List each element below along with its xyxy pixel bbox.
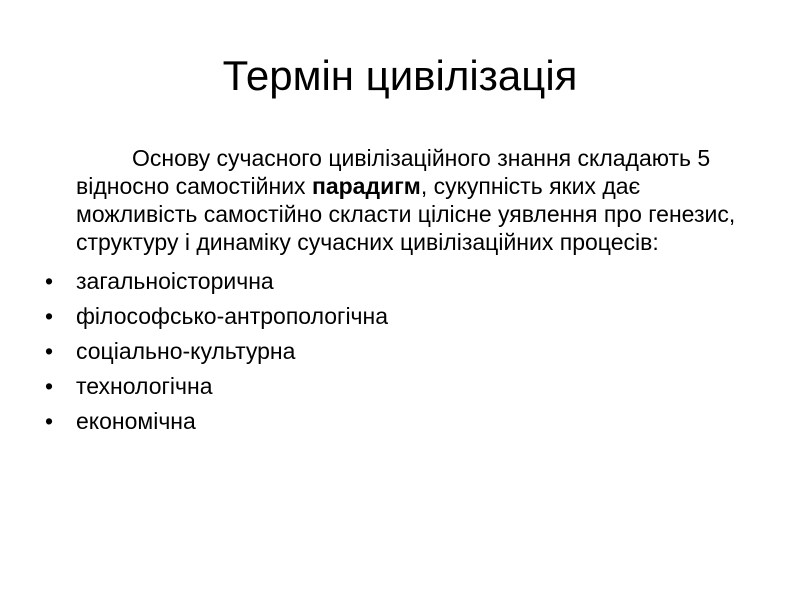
paradigm-list: [45, 264, 756, 439]
list-item-label: філософсько-антропологічна: [76, 303, 389, 329]
paragraph-bold-term: парадигм: [311, 173, 421, 199]
list-item: [45, 334, 756, 369]
bullet-icon: •: [45, 268, 54, 294]
list-item-label: технологічна: [76, 373, 213, 399]
bullet-icon: •: [45, 373, 54, 399]
list-item-label: економічна: [76, 408, 196, 434]
bullet-icon: •: [45, 408, 54, 434]
slide-title: Термін цивілізація: [222, 52, 578, 99]
list-item-label: загальноісторична: [76, 268, 274, 294]
bullet-icon: •: [45, 303, 54, 329]
intro-paragraph: [76, 144, 756, 256]
paragraph-text-start: Основу сучасного цивілізаційного знання складають 5 відносно самостійних: [76, 145, 711, 199]
list-item: [45, 264, 756, 299]
bullet-icon: •: [45, 338, 54, 364]
list-item: [45, 369, 756, 404]
list-item-label: соціально-культурна: [76, 338, 296, 364]
paragraph-text-end: , сукупність яких дає можливість самостійно скласти цілісне уявлення про генезис, структуру і динаміку сучасних цивілізаційних процесів:: [76, 173, 736, 255]
slide-body: [45, 144, 756, 439]
list-item: [45, 299, 756, 334]
list-item: [45, 404, 756, 439]
